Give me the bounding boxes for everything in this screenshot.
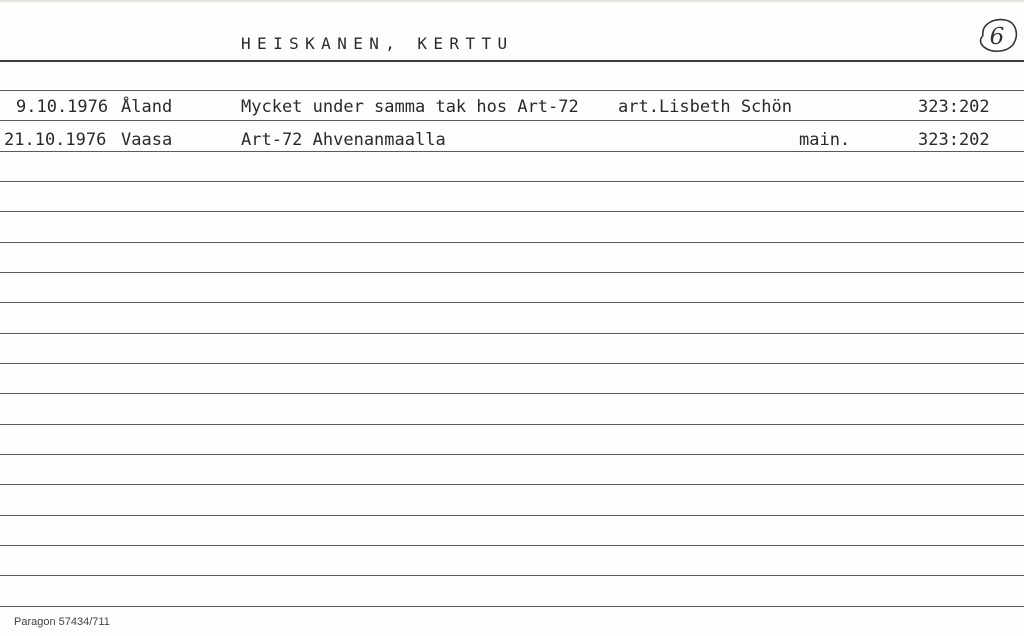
- entry-description: Art-72 Ahvenanmaalla: [241, 130, 446, 150]
- card-top-edge: [0, 0, 1024, 3]
- person-name: HEISKANEN, KERTTU: [241, 34, 514, 53]
- ruled-line: [0, 484, 1024, 485]
- ruled-line: [0, 211, 1024, 212]
- ruled-line: [0, 424, 1024, 425]
- entry-note: main.: [799, 130, 851, 150]
- ruled-line: [0, 181, 1024, 182]
- card-number-circle: [974, 14, 1020, 56]
- printer-mark: Paragon 57434/711: [14, 616, 110, 628]
- ruled-line: [0, 90, 1024, 91]
- ruled-line: [0, 302, 1024, 303]
- header-rule: [0, 60, 1024, 62]
- entry-note: art.Lisbeth Schön: [618, 97, 792, 117]
- ruled-line: [0, 545, 1024, 546]
- ruled-line: [0, 333, 1024, 334]
- entry-description: Mycket under samma tak hos Art-72: [241, 97, 579, 117]
- ruled-line: [0, 393, 1024, 394]
- entry-place: Åland: [121, 97, 173, 117]
- entry-date: 21.10.1976: [4, 130, 107, 150]
- ruled-line: [0, 575, 1024, 576]
- entry-reference: 323:202: [918, 130, 990, 150]
- entry-place: Vaasa: [121, 130, 173, 150]
- ruled-line: [0, 120, 1024, 121]
- ruled-line: [0, 606, 1024, 607]
- ruled-line: [0, 363, 1024, 364]
- card-number-text: 6: [989, 24, 1005, 50]
- entry-reference: 323:202: [918, 97, 990, 117]
- ruled-line: [0, 242, 1024, 243]
- ruled-line: [0, 151, 1024, 152]
- ruled-line: [0, 515, 1024, 516]
- entry-date: 9.10.1976: [16, 97, 109, 117]
- ruled-line: [0, 454, 1024, 455]
- ruled-line: [0, 272, 1024, 273]
